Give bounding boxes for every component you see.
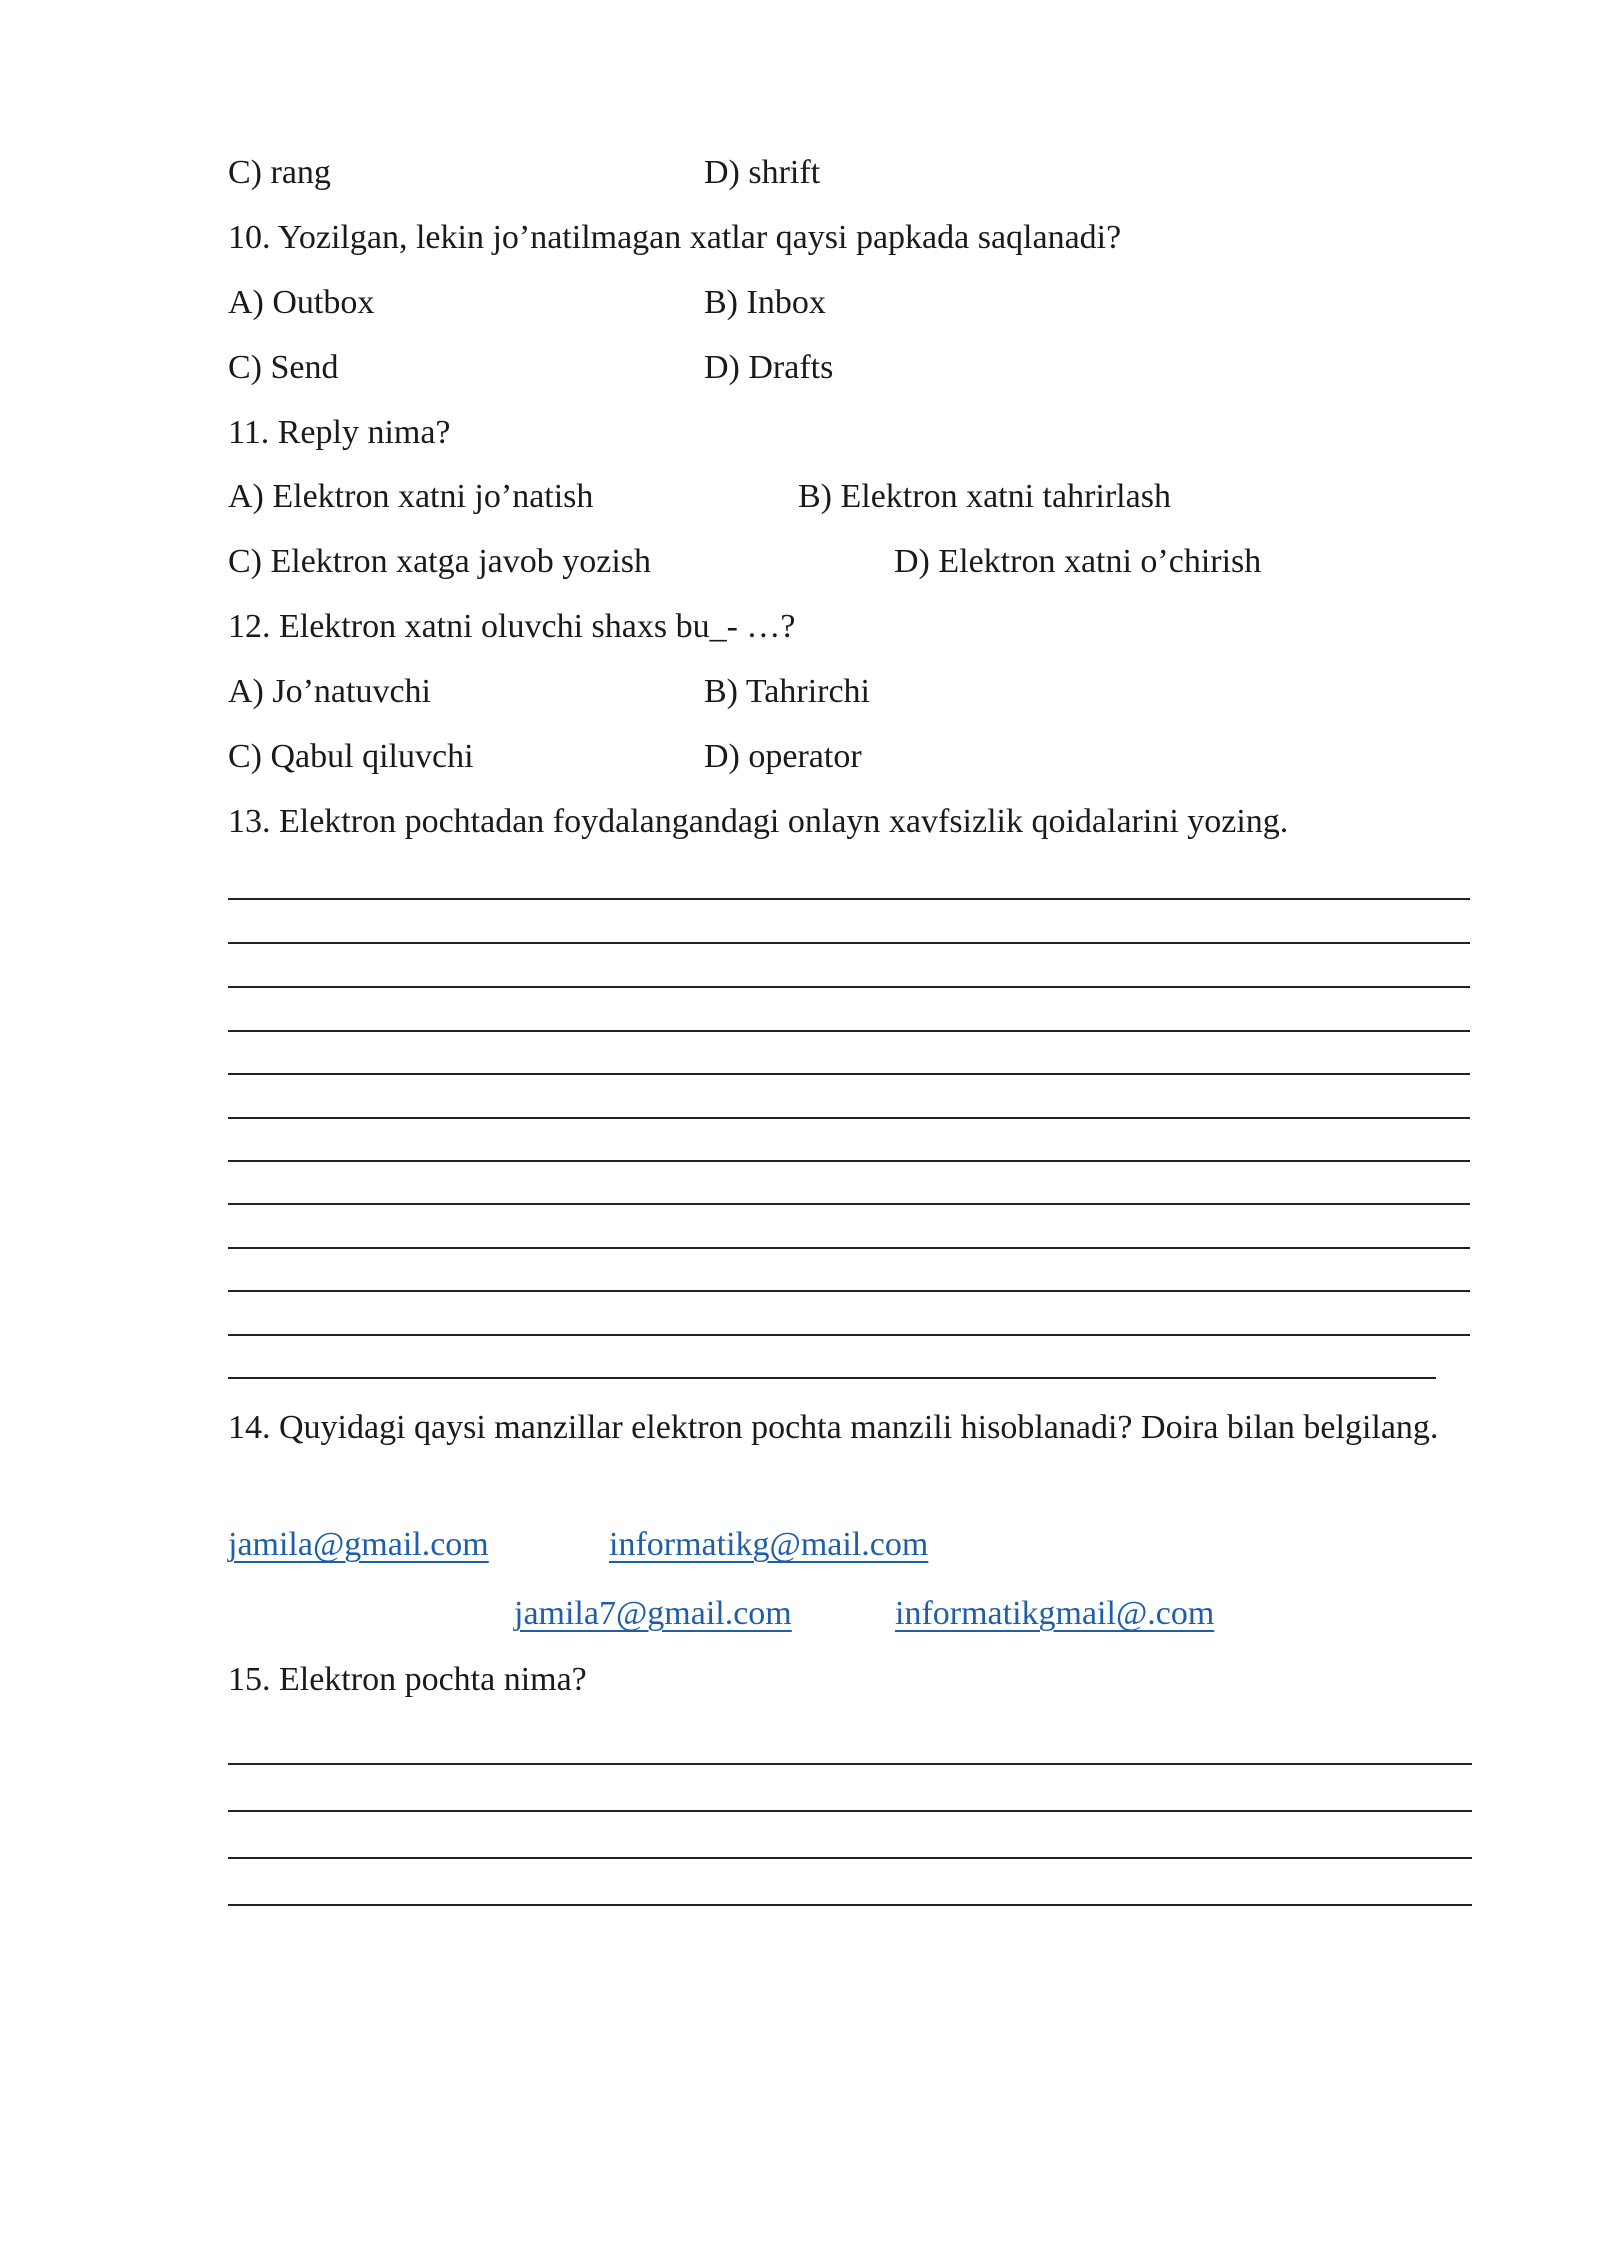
answer-line bbox=[228, 1763, 1472, 1765]
answer-line bbox=[228, 1857, 1472, 1859]
answer-line bbox=[228, 898, 1470, 900]
q10-question: 10. Yozilgan, lekin jo’natilmagan xatlar qaysi papkada saqlanadi? bbox=[228, 219, 1122, 256]
q10-option-b: B) Inbox bbox=[704, 284, 826, 321]
answer-line bbox=[228, 1203, 1470, 1205]
email-option-1[interactable]: jamila@gmail.com bbox=[228, 1526, 489, 1563]
q12-option-a: A) Jo’natuvchi bbox=[228, 673, 432, 710]
q11-option-c: C) Elektron xatga javob yozish bbox=[228, 543, 652, 580]
answer-line bbox=[228, 942, 1470, 944]
q14-question: 14. Quyidagi qaysi manzillar elektron pochta manzili hisoblanadi? Doira bilan belgilang. bbox=[228, 1409, 1439, 1446]
answer-line bbox=[228, 1334, 1470, 1336]
q11-option-d: D) Elektron xatni o’chirish bbox=[894, 543, 1262, 580]
q11-question: 11. Reply nima? bbox=[228, 414, 451, 451]
q13-question: 13. Elektron pochtadan foydalangandagi onlayn xavfsizlik qoidalarini yozing. bbox=[228, 803, 1289, 840]
q12-option-c: C) Qabul qiluvchi bbox=[228, 738, 474, 775]
email-option-2[interactable]: informatikg@mail.com bbox=[609, 1526, 929, 1563]
answer-line bbox=[228, 1247, 1470, 1249]
q15-question: 15. Elektron pochta nima? bbox=[228, 1661, 587, 1698]
answer-line bbox=[228, 1904, 1472, 1906]
answer-line bbox=[228, 986, 1470, 988]
answer-line bbox=[228, 1290, 1470, 1292]
answer-line bbox=[228, 1160, 1470, 1162]
q11-option-a: A) Elektron xatni jo’natish bbox=[228, 478, 594, 515]
q12-question: 12. Elektron xatni oluvchi shaxs bu_- …? bbox=[228, 608, 796, 645]
answer-line bbox=[228, 1030, 1470, 1032]
answer-line bbox=[228, 1117, 1470, 1119]
q12-option-b: B) Tahrirchi bbox=[704, 673, 870, 710]
q12-option-d: D) operator bbox=[704, 738, 862, 775]
q10-option-a: A) Outbox bbox=[228, 284, 375, 321]
q9-option-d: D) shrift bbox=[704, 154, 821, 191]
q10-option-c: C) Send bbox=[228, 349, 339, 386]
answer-line bbox=[228, 1810, 1472, 1812]
q9-option-c: C) rang bbox=[228, 154, 331, 191]
email-option-3[interactable]: jamila7@gmail.com bbox=[514, 1595, 792, 1632]
q10-option-d: D) Drafts bbox=[704, 349, 834, 386]
answer-line bbox=[228, 1073, 1470, 1075]
answer-line bbox=[228, 1377, 1436, 1379]
q11-option-b: B) Elektron xatni tahrirlash bbox=[798, 478, 1171, 515]
email-option-4[interactable]: informatikgmail@.com bbox=[895, 1595, 1215, 1632]
